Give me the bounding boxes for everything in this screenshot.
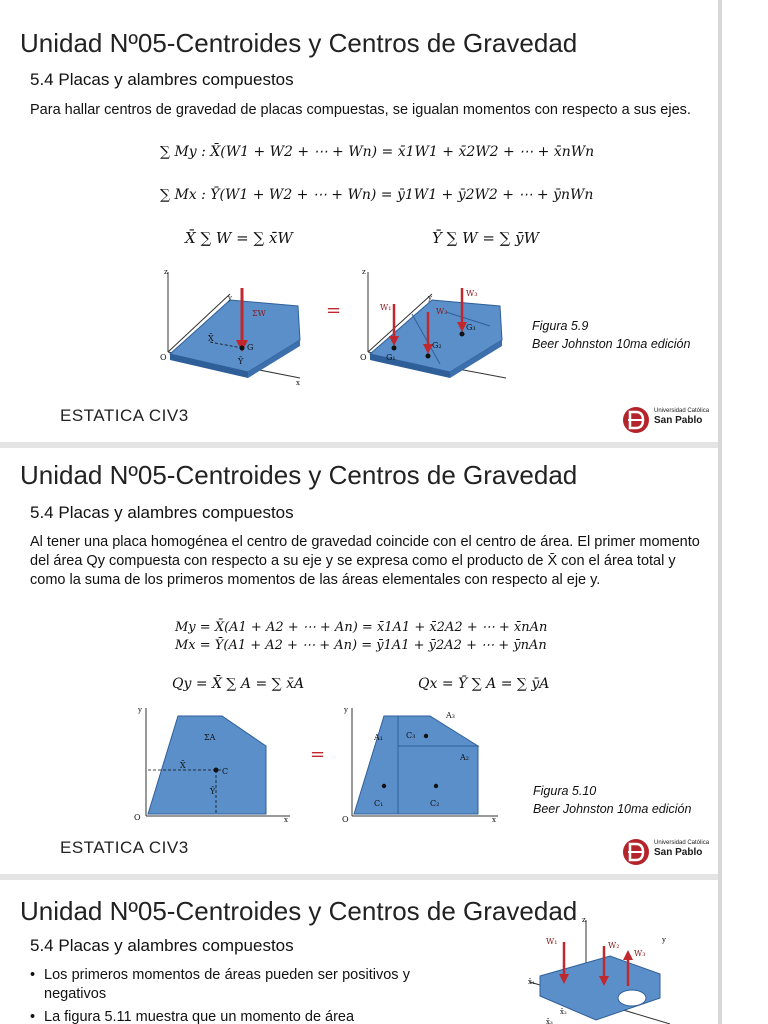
label-origin: O: [342, 815, 349, 824]
composite-plate-diagram: [360, 268, 506, 378]
label-sum-w: ΣW: [252, 309, 266, 318]
label-ybar: Ȳ: [238, 357, 244, 366]
viewer-side-panel: [718, 0, 768, 1024]
logo-line-2: San Pablo: [654, 415, 703, 426]
label-y: y: [228, 294, 232, 302]
label-x: x: [296, 379, 300, 387]
label-c3: C₃: [406, 731, 416, 740]
slide-subtitle: 5.4 Placas y alambres compuestos: [30, 936, 294, 955]
list-item: • Los primeros momentos de áreas pueden ser positivos y negativos: [30, 966, 410, 1004]
list-item: • La figura 5.11 muestra que un momento de área: [30, 1008, 410, 1024]
equation-xbar: X̄ ∑ W = ∑ x̄W: [185, 229, 293, 247]
label-xbar: X̄: [180, 761, 186, 770]
label-w2: W₂: [608, 941, 620, 950]
label-w3: W₃: [466, 289, 478, 298]
slide-title: Unidad Nº05-Centroides y Centros de Gravedad: [20, 28, 578, 58]
label-z: z: [362, 268, 366, 276]
label-y: y: [344, 706, 348, 714]
label-origin: O: [360, 353, 367, 362]
equation-moment-y: ∑ My : X̄(W1 + W2 + ⋯ + Wn) = x̄1W1 + x̄2W2 + ⋯ + x̄nWn: [160, 144, 595, 160]
label-y: y: [662, 936, 666, 944]
slide-paragraph: Al tener una placa homogénea el centro de gravedad coincide con el centro de área. El primer momento del área Qy compuesta con respecto a su eje y se expresa como el producto de X̄ con el área total y como la suma de los primeros momentos de las áreas elementales con respecto al eje y.: [30, 534, 700, 588]
label-g: G: [247, 343, 254, 352]
label-w2: W₂: [436, 307, 448, 316]
university-crest-icon: [622, 836, 650, 868]
label-c: C: [222, 767, 229, 776]
university-crest-icon: [622, 404, 650, 436]
figure-caption: [532, 317, 690, 353]
figure-5-10: [130, 704, 510, 824]
label-z: z: [164, 268, 168, 276]
slide-title: Unidad Nº05-Centroides y Centros de Gravedad: [20, 896, 578, 926]
figure-number: Figura 5.10: [533, 784, 597, 798]
label-x1: x̄₁: [528, 978, 535, 986]
equation-ybar: Ȳ ∑ W = ∑ ȳW: [432, 229, 540, 247]
slide-3: [0, 880, 718, 1024]
label-g1: G₁: [386, 353, 396, 362]
university-logo: [622, 836, 712, 868]
slide-title: Unidad Nº05-Centroides y Centros de Gravedad: [20, 460, 578, 490]
label-a3: A₃: [446, 711, 455, 720]
single-area-diagram: [134, 706, 290, 824]
slide-subtitle: 5.4 Placas y alambres compuestos: [30, 503, 294, 522]
label-x: x: [284, 816, 288, 824]
single-plate-diagram: [160, 268, 300, 387]
label-g3: G₃: [466, 323, 476, 332]
label-origin: O: [134, 813, 141, 822]
label-w3: W₃: [634, 949, 646, 958]
figure-5-9: [150, 268, 520, 390]
equation-moment-y: My = X̄(A1 + A2 + ⋯ + An) = x̄1A1 + x̄2A2 + ⋯ + x̄nAn: [175, 620, 548, 635]
label-xbar: X̄: [208, 334, 214, 343]
course-label: ESTATICA CIV3: [60, 838, 189, 857]
label-y: y: [428, 294, 432, 302]
figure-source: Beer Johnston 10ma edición: [532, 337, 691, 351]
label-w1: W₁: [546, 937, 558, 946]
figure-caption: [533, 782, 691, 818]
label-a1: A₁: [374, 733, 383, 742]
bullet-list: [30, 966, 410, 1024]
equals-sign: =: [326, 300, 342, 321]
equals-sign: =: [310, 744, 326, 765]
course-label: ESTATICA CIV3: [60, 406, 189, 425]
label-sum-a: ΣA: [204, 733, 216, 742]
slide-footer: [0, 396, 718, 442]
slide-subtitle: 5.4 Placas y alambres compuestos: [30, 70, 294, 89]
label-origin: O: [160, 353, 167, 362]
equation-qx: Qx = Ȳ ∑ A = ∑ ȳA: [418, 676, 550, 692]
label-w1: W₁: [380, 303, 392, 312]
figure-number: Figura 5.9: [532, 319, 589, 333]
composite-area-diagram: [342, 706, 498, 824]
label-z: z: [582, 916, 586, 924]
label-c1: C₁: [374, 799, 384, 808]
label-x3: x̄₃: [546, 1018, 553, 1024]
label-y: y: [138, 706, 142, 714]
logo-line-2: San Pablo: [654, 847, 703, 858]
label-g2: G₂: [432, 341, 442, 350]
logo-line-1: Universidad Católica: [654, 408, 710, 414]
figure-source: Beer Johnston 10ma edición: [533, 802, 692, 816]
label-x: x: [492, 816, 496, 824]
logo-line-1: Universidad Católica: [654, 840, 710, 846]
label-c2: C₂: [430, 799, 440, 808]
slide-2: [0, 448, 718, 828]
label-x2: x̄₂: [560, 1008, 567, 1016]
equation-moment-x: ∑ Mx : Ȳ(W1 + W2 + ⋯ + Wn) = ȳ1W1 + ȳ2W2 + ⋯ + ȳnWn: [160, 187, 594, 203]
slide-paragraph: Para hallar centros de gravedad de placas compuestas, se igualan momentos con respecto a sus ejes.: [30, 102, 691, 118]
label-a2: A₂: [460, 753, 469, 762]
equation-moment-x: Mx = Ȳ(A1 + A2 + ⋯ + An) = ȳ1A1 + ȳ2A2 + ⋯ + ȳnAn: [175, 638, 547, 653]
slide-1: [0, 0, 718, 396]
equation-qy: Qy = X̄ ∑ A = ∑ x̄A: [172, 676, 305, 692]
university-logo: [622, 404, 712, 436]
slide-footer: [0, 828, 718, 874]
figure-5-11: [520, 916, 690, 1024]
label-ybar: Ȳ: [210, 787, 216, 796]
